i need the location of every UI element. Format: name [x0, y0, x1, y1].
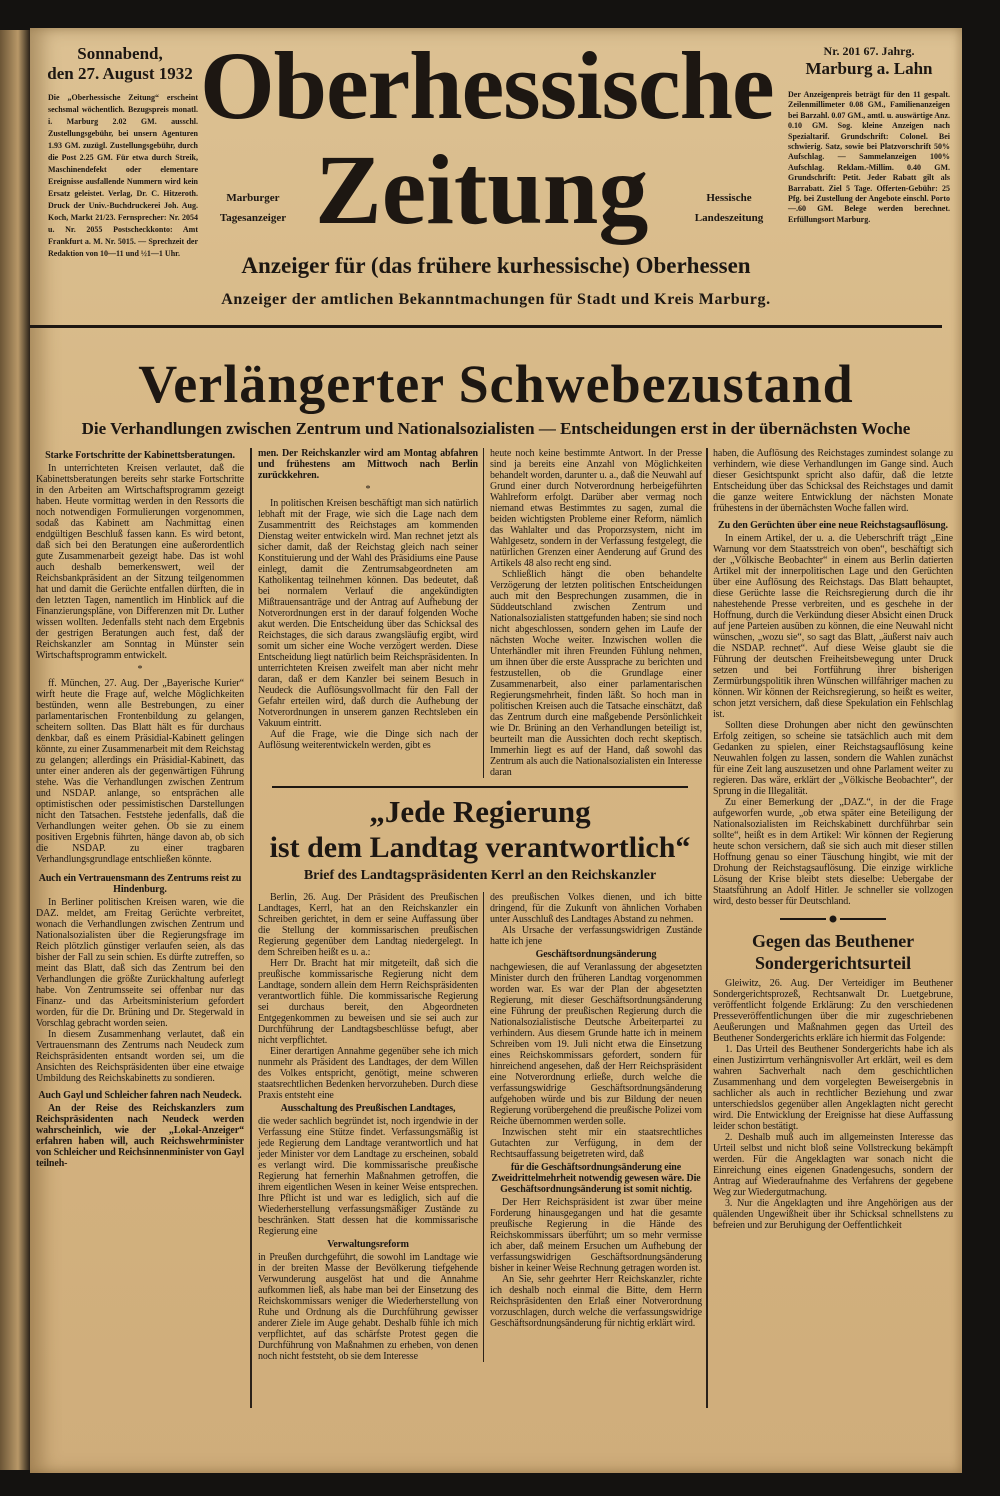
section-heading: Verwaltungsreform [327, 1239, 409, 1250]
section-heading: Geschäftsordnungsänderung [535, 949, 657, 960]
headline-line: Sondergerichtsurteil [755, 953, 911, 973]
issue-date [40, 44, 200, 84]
section-heading: Auch Gayl und Schleicher fahren nach Neudeck. [38, 1090, 242, 1101]
masthead-title-line1: Oberhessische [200, 32, 774, 139]
kerrl-column-left [258, 892, 478, 1362]
paragraph: An Sie, sehr geehrter Herr Reichskanzler, richte ich deshalb noch einmal die Bitte, dem Herrn Reichspräsidenten den Erlaß einer Notverordnung vorzuschlagen, durch welche die verfassungswidrige Geschäftsordnungsänderung für nichtig erklärt wird. [490, 1274, 702, 1329]
ornamental-divider [713, 913, 953, 928]
newspaper-page [30, 28, 962, 1473]
lead-columns-2-3 [258, 448, 702, 778]
divider-ornament-icon [778, 913, 888, 925]
paragraph: haben, die Auflösung des Reichstages zumindest solange zu verhindern, wie diese Verhandlungen im Gange sind. Auch dieser Gesichtspunkt spricht also dafür, daß die letzte Entscheidung über das Schicksal des Reichstages und damit die ganze weitere Entwicklung der nächsten Monate frühestens in der übernächsten Woche fallen wird. [713, 448, 953, 514]
advertising-rates: Der Anzeigenpreis beträgt für den 11 gespalt. Zeilenmillimeter 0.08 GM., Familienanzeigen bei Barzahl. 0.07 GM., amtl. u. auswärtige Anz. 0.10 GM. Sog. kleine Anzeigen nach Spezialtarif. Grundschrift: Colonel. Bei schwierig. Satz, sowie bei Platzvorschrift 50% Aufschlag. — Sammelanzeigen 100% Aufschlag. Reklam.-Millim. 0.40 GM. Grundschrift: Petit. Jeder Rabatt gilt als Barrabatt. Ziel 5 Tage. Offerten-Gebühr: 25 Pfg. bei Zustellung der Angebote einschl. Porto —.60 GM. Belege werden berechnet. Erfüllungsort Marburg. [788, 90, 950, 224]
paragraph: Auf die Frage, wie die Dinge sich nach der Auflösung weiterentwickeln werden, gibt es [258, 729, 478, 751]
paragraph: Schließlich hängt die oben behandelte Verzögerung der letzten politischen Entscheidungen auch mit den Besprechungen zusammen, die in Süddeutschland zwischen Zentrum und Nationalsozialisten stattgefunden haben; sie sind noch nicht abgeschlossen, sondern gehen im Laufe der nächsten Woche weiter. Inzwischen wollen die Unterhändler mit ihren Freunden Fühlung nehmen, um ihnen über die erste Aussprache zu berichten und festzustellen, ob die Grundlage einer Zusammenarbeit, also einer parlamentarischen Regierungsmehrheit, finden läßt. So hoch man in politischen Kreisen auch die Tatsache einschätzt, daß das Zentrum durch eine maßgebende Persönlichkeit wie Dr. Brüning an den Verhandlungen beteiligt ist, beurteilt man die Aussichten doch recht skeptisch. Immerhin liegt es auf der Hand, daß sowohl das Zentrum als auch die Nationalsozialisten ein Interesse daran [490, 569, 702, 778]
paragraph: In diesem Zusammenhang verlautet, daß ein Vertrauensmann des Zentrums nach Neudeck zum Reichspräsidenten entsandt worden sei, um die Ansichten des Reichspräsidenten über eine etwaige Umbildung des Reichskabinetts zu sondieren. [36, 1029, 244, 1084]
issue-number: Nr. 201 67. Jahrg. [823, 44, 915, 58]
masthead-rule [30, 325, 942, 328]
masthead-title-line2: Zeitung [315, 134, 649, 245]
paragraph: in Preußen durchgeführt, die sowohl im Landtage wie in der breiten Masse der Bevölkerung tiefgehende Verwunderung ausgelöst hat und die Annahme aufkommen ließ, als habe man bei der Einsetzung des Reichskommissars weniger die Wiederherstellung von Ruhe und Ordnung als die Durchführung gewisser anderer Ziele im Auge gehabt. Deshalb fühle ich mich verpflichtet, auf das schärfste Protest gegen die Durchführung von Maßnahmen zu erheben, von denen noch nicht feststeht, ob sie dem Interesse [258, 1252, 478, 1362]
paragraph: 2. Deshalb muß auch im allgemeinsten Interesse das Urteil selbst und nicht bloß seine Vollstreckung bekämpft werden. Für die Angeklagten war sonach nicht die Einreichung eines eigenen Gnadengesuchs, sondern der Antrag auf Wiederaufnahme des Verfahrens der gegebene Weg zur Wiedergutmachung. [713, 1132, 953, 1198]
left-subtitle-tag [210, 188, 296, 228]
right-subtitle-tag [686, 188, 772, 228]
paragraph: In Berliner politischen Kreisen waren, wie die DAZ. meldet, am Freitag Gerüchte verbreitet, wonach die Verhandlungen zwischen Zentrum und Nationalsozialisten über die Regierungsfrage im Reich plötzlich günstiger verlaufen seien, als das bisher der Fall zu sein schien. Es dürfte zutreffen, so meint das Blatt, daß sich das Zentrum bei den Verhandlungen die größte Zurückhaltung auferlegt habe. Von Zentrumsseite sei offenbar nur das Finanz- und das Arbeitsministerium gefordert worden, für die Dr. Brüning und Dr. Stegerwald in Vorschlag gebracht worden seien. [36, 897, 244, 1029]
kerrl-column-right [483, 892, 702, 1362]
paragraph: Einer derartigen Annahme gegenüber sehe ich mich nunmehr als Präsident des Landtages, der dem Willen des Volkes entspricht, genötigt, meine schweren staatsrechtlichen Bedenken hervorzuheben. Durch diese Praxis entsteht eine [258, 1046, 478, 1101]
paragraph: In einem Artikel, der u. a. die Ueberschrift trägt „Eine Warnung vor dem Staatsstreich von oben“, beschäftigt sich der „Völkische Beobachter“ in einem aus Berlin datierten Artikel mit der innerpolitischen Lage und den Gerüchten über eine Auflösung des Reichstags. Das Blatt behauptet, diese Gerüchte lasse die Reichsregierung durch die ihr nahestehende Presse verbreiten, und es geschehe in der Hoffnung, durch die Verkündung dieser Absicht einen Druck auf jene Parteien ausüben zu können, die eine Neuwahl nicht wünschen, „wozu sie“, so sagt das Blatt, „äußerst naiv auch die NSDAP. rechnet“. Auf diese Weise glaubt sie die Führung der deutschen Freiheitsbewegung unter Druck setzen und bei Fortführung ihrer bisherigen Zermürbungspolitik ihren Wünschen willfähriger machen zu können. Wir können der Reichsregierung, so heißt es weiter, schon jetzt versichern, daß diese Spekulation ein Fehlschlag ist. [713, 533, 953, 720]
beuthen-article [713, 978, 953, 1231]
headline-line: Gegen das Beuthener [751, 931, 915, 951]
tag-line: Landeszeitung [694, 212, 764, 224]
tag-line: Marburger [226, 192, 280, 204]
section-heading: Auch ein Vertrauensmann des Zentrums reist zu Hindenburg. [38, 873, 242, 895]
paragraph: Gleiwitz, 26. Aug. Der Verteidiger im Beuthener Sondergerichtsprozeß, Rechtsanwalt Dr. Luetgebrune, veröffentlicht folgende Erklärung: Zu den verschiedenen Presseveröffentlichungen über die mir zugeschriebenen Aeußerungen und Maßnahmen gegen das Urteil des Beuthener Sondergerichts erkläre ich hiermit das Folgende: [713, 978, 953, 1044]
paragraph: An der Reise des Reichskanzlers zum Reichspräsidenten nach Neudeck werden wahrscheinlich, wie der „Lokal-Anzeiger“ erfahren haben will, auch Reichswehrminister von Schleicher und Reichsinnenminister von Gayl teilneh- [36, 1103, 245, 1169]
paragraph: Berlin, 26. Aug. Der Präsident des Preußischen Landtages, Kerrl, hat an den Reichskanzler ein Schreiben gerichtet, in dem er seine Auffassung über die Stellung der kommissarischen preußischen Regierung gegenüber dem Landtag niedergelegt. In dem Schreiben heißt es u. a.: [258, 892, 478, 958]
separator-star: * [137, 664, 143, 675]
paragraph: men. Der Reichskanzler wird am Montag abfahren und frühestens am Mittwoch nach Berlin zurückkehren. [258, 448, 478, 481]
paragraph: In unterrichteten Kreisen verlautet, daß die Kabinettsberatungen bereits sehr starke Fortschritte in den Arbeiten am Wirtschaftsprogramm gezeigt haben. Heute vormittag werden in den Ressorts die noch notwendigen Formulierungen vorgenommen, sodaß das Kabinett am Nachmittag einen endgültigen Beschluß fassen kann. Es wird betont, daß sich bei den Beratungen eine außerordentlich gute Zusammenarbeit gezeigt habe. Das ist wohl auch deshalb bemerkenswert, weil der Reichsbankpräsident an der Sitzung teilgenommen hat und damit die Gerüchte entfallen dürften, die in den letzten Tagen, namentlich im Hinblick auf die Finanzierungspläne, von Differenzen mit Dr. Luther wissen wollten. Jedenfalls steht nach dem Ergebnis der gestrigen Beratungen auch fest, daß der Reichskanzler am Sonntag in Münster sein Wirtschaftsprogramm entwickelt. [36, 463, 244, 661]
article-rule [272, 786, 688, 788]
kerrl-headline-line1: „Jede Regierung [369, 794, 591, 829]
paragraph: Zu einer Bemerkung der „DAZ.“, in der die Frage aufgeworfen wurde, „ob etwa später eine Beteiligung der Nationalsozialisten im Reichskabinett durchführbar sein sollte“, heißt es in dem Artikel: Wir können der Regierung heute schon versichern, daß sie sich auch mit dieser stillen Hoffnung genau so einer Täuschung hingibt, wie mit der Drohung der Reichstagsauflösung. Die einzige wirkliche Lösung der Krise bleibt stets dieselbe: Uebergabe der Staatsführung an Adolf Hitler. Je schneller sie vollzogen wird, desto besser für Deutschland. [713, 797, 953, 907]
column-4 [713, 448, 953, 1231]
separator-star: * [365, 484, 371, 495]
column-3 [483, 448, 702, 778]
paragraph: 3. Nur die Angeklagten und ihre Angehörigen aus der quälenden Ungewißheit über ihr Schicksal schnellstens zu befreien und zur Beruhigung der Oeffentlichkeit [713, 1198, 953, 1231]
lead-headline: Verlängerter Schwebezustand [138, 354, 854, 414]
tag-line: Hessische [706, 192, 752, 204]
kerrl-body [258, 892, 702, 1362]
date-weekday: Sonnabend, [77, 44, 163, 63]
tag-line: Tagesanzeiger [219, 212, 287, 224]
section-heading: Starke Fortschritte der Kabinettsberatungen. [45, 450, 235, 461]
subscription-info: Die „Oberhessische Zeitung“ erscheint sechsmal wöchentlich. Bezugspreis monatl. i. Marburg 2.02 GM. ausschl. Zustellungsgebühr, bei unsern Agenturen 1.93 GM. zuzügl. Zustellungsgebühr, durch die Post 2.25 GM. Für etwa durch Streik, Maschinendefekt oder elementare Ereignisse ausfallende Nummern wird kein Ersatz geleistet. Verlag, Dr. C. Hitzeroth. Druck der Univ.-Buchdruckerei Joh. Aug. Koch, Markt 21/23. Fernsprecher: Nr. 2054 u. Nr. 2055 Postscheckkonto: Amt Frankfurt a. M. Nr. 5015. — Sprechzeit der Redaktion von 10—11 und ½1—1 Uhr. [48, 93, 198, 258]
lead-subheadline: Die Verhandlungen zwischen Zentrum und Nationalsozialisten — Entscheidungen erst in der übernächsten Woche [81, 419, 911, 438]
column-rule [250, 448, 252, 1408]
tagline-secondary: Anzeiger der amtlichen Bekanntmachungen für Stadt und Kreis Marburg. [221, 291, 771, 308]
paragraph: heute noch keine bestimmte Antwort. In der Presse sind ja bereits eine Anzahl von Möglichkeiten behandelt worden, darunter u. a., daß die Neuwahl auf Grund einer durch Notverordnung herbeigeführten Wahlreform erfolgt. Darüber aber vermag noch niemand etwas Bestimmtes zu sagen, zumal die beiden wichtigsten Probleme einer Reform, nämlich das Wahlalter und das Proporzsystem, nicht im Wahlgesetz, sondern in der Verfassung festgelegt, die natürlichen Grenzen einer Aenderung auf Grund des Artikels 48 also recht eng sind. [490, 448, 702, 569]
paragraph: ff. München, 27. Aug. Der „Bayerische Kurier“ wirft heute die Frage auf, welche Möglichkeiten bestünden, wenn alle Bestrebungen, zu einer parlamentarischen Frontenbildung zu gelangen, scheitern sollten. Das Blatt hält es für durchaus denkbar, daß es einem Präsidial-Kabinett gelingen könnte, zu einer Zusammenarbeit mit dem Reichstag zu gelangen; allerdings ein Präsidial-Kabinett, das unter einer anderen als der gegenwärtigen Führung stehe. Was die Verhandlungen zwischen Zentrum und NSDAP. anlange, so entsprächen alle optimistischen oder pessimistischen Darstellungen nicht den Tatsachen. Feststehe jedenfalls, daß die Verhandlungen weiter gehen. Ob sie zu einem positiven Ergebnis führten, hänge davon ab, ob sich die NSDAP. zu einer tragbaren Verhandlungsgrundlage entschließen könnte. [36, 678, 244, 865]
kerrl-subheadline: Brief des Landtagspräsidenten Kerrl an den Reichskanzler [303, 868, 657, 883]
column-1 [36, 448, 244, 1169]
paragraph: nachgewiesen, die auf Veranlassung der abgesetzten Minister durch den früheren Landtag vorgenommen worden war. Es war der Plan der abgesetzten Regierung, mit dieser Geschäftsordnungsänderung eine Führung der preußischen Regierung durch die Nationalsozialistische Deutsche Arbeiterpartei zu verhindern. Aus diesem Grunde hatte ich in meinem Schreiben vom 19. Juli nicht etwa die Einsetzung eines Reichskommissars gefordert, sondern für hinreichend angesehen, daß der Herr Reichspräsident eine Notverordnung erließe, durch welche die verfassungswidrige Geschäftsordnungsänderung aufgehoben würde und bis zur Bildung der neuen Regierung vorübergehend die preußische Polizei vom Reiche übernommen werden solle. [490, 962, 702, 1127]
column-2 [258, 448, 478, 778]
kerrl-headline-line2: ist dem Landtag verantwortlich“ [269, 831, 691, 864]
section-heading: Ausschaltung des Preußischen Landtages, [280, 1103, 456, 1114]
paragraph: des preußischen Volkes dienen, und ich bitte dringend, für die Zukunft von ähnlichen Vorhaben unter Ausschluß des Landtages Abstand zu nehmen. [490, 892, 702, 925]
paragraph: In politischen Kreisen beschäftigt man sich natürlich lebhaft mit der Frage, wie sich die Lage nach dem Zusammentritt des Reichstages am kommenden Dienstag weiter entwickeln wird. Man rechnet jetzt als sicher damit, daß der Reichstag gleich nach seiner Konstituierung und der Wahl des Präsidiums eine Pause einlegt, damit die Zentrumsabgeordneten am Katholikentag teilnehmen können. Das bedeutet, daß bei normalem Verlauf die angekündigten Mißtrauensanträge und der Antrag auf Aufhebung der Notverordnungen erst in der darauf folgenden Woche akut werden. Die Entscheidung über das Schicksal des Reichstages, die sich daraus zwangsläufig ergibt, wird somit um sicher eine Woche verzögert werden. Diese Entscheidung liegt natürlich beim Reichspräsidenten. In unterrichteten Kreisen zweifelt man aber nicht mehr daran, daß er dem Kanzler bei seinem Besuch in Neudeck die Auflösungsvollmacht für den Fall der Gefahr erteilen wird, daß durch die Aufhebung der Notverordnungen in unserem ganzen Rechtsleben ein Vakuum eintritt. [258, 498, 478, 729]
center-block [258, 448, 702, 1362]
beuthen-headline [713, 930, 953, 974]
date-full: den 27. August 1932 [47, 64, 193, 83]
adjacent-page-edge [0, 30, 30, 1470]
section-heading: Zu den Gerüchten über eine neue Reichstagsauflösung. [718, 520, 948, 531]
tagline-primary: Anzeiger für (das frühere kurhessische) Oberhessen [241, 253, 751, 278]
paragraph: Als Ursache der verfassungswidrigen Zustände hatte ich jene [490, 925, 702, 947]
paragraph: die weder sachlich begründet ist, noch irgendwie in der Verfassung eine Stütze findet. Verfassungsmäßig ist jede Regierung dem Landtage verantwortlich und hat jeder Minister vor dem Landtage zu erscheinen, sobald es verlangt wird. Die kommissarische preußische Regierung hat fernerhin Maßnahmen getroffen, die ihrem eigentlichen Wesen in keiner Weise entsprechen. Ihre Pflicht ist und war es lediglich, sich auf die Wiederherstellung verfassungsmäßiger Zustände zu beschränken. Statt dessen hat die kommissarische Regierung eine [258, 1116, 478, 1237]
paragraph: Der Herr Reichspräsident ist zwar über meine Forderung hinausgegangen und hat die gesamte preußische Regierung in die Hände des Reichskommissars überführt; um so mehr vermisse ich aber, daß meinem Ersuchen um Aufhebung der verfassungswidrigen Geschäftsordnungsänderung bisher in keiner Weise Rechnung getragen worden ist. [490, 1197, 702, 1274]
issue-info [786, 44, 952, 79]
paragraph: 1. Das Urteil des Beuthener Sondergerichts habe ich als einen Justizirrtum verhängnisvoller Art erklärt, weil es dem wahren Sachverhalt nach dem geschichtlichen Zusammenhang und dem vorgelegten Beweisergebnis in sachlicher als auch in rechtlicher Beziehung und zwar unterschiedslos gegenüber allen Angeklagten nicht gerecht wird. Die Entwicklung der Ereignisse hat diese Auffassung leider schon bestätigt. [713, 1044, 953, 1132]
emphasized-statement: für die Geschäftsordnungsänderung eine Zweidrittelmehrheit notwendig gewesen wäre. Die Geschäftsordnungsänderung ist somit nichtig. [491, 1162, 701, 1195]
publication-place: Marburg a. Lahn [805, 59, 933, 78]
paragraph: Inzwischen steht mir ein staatsrechtliches Gutachten zur Verfügung, in dem der Rechtsauffassung beigetreten wird, daß [490, 1127, 702, 1160]
paragraph: Sollten diese Drohungen aber nicht den gewünschten Erfolg zeitigen, so scheine sie tatsächlich auch mit dem Gedanken zu spielen, einer Reichstagsauflösung keine Neuwahlen folgen zu lassen, sondern die Wahlen zunächst für eine Zeit lang auszusetzen und ohne Parlament weiter zu regieren. Das wäre, erklärt der „Völkische Beobachter“, der Sprung in die Illegalität. [713, 720, 953, 797]
column-rule [706, 448, 708, 1408]
paragraph: Herr Dr. Bracht hat mir mitgeteilt, daß sich die preußische kommissarische Regierung nicht dem Landtage, sondern allein dem Herrn Reichspräsidenten verantwortlich fühle. Die kommissarische Regierung sei durchaus bereit, den Abgeordneten Entgegenkommen zu beweisen und sie sei auch zur Durchführung der Landtagsbeschlüsse befugt, aber nicht verpflichtet. [258, 958, 478, 1046]
